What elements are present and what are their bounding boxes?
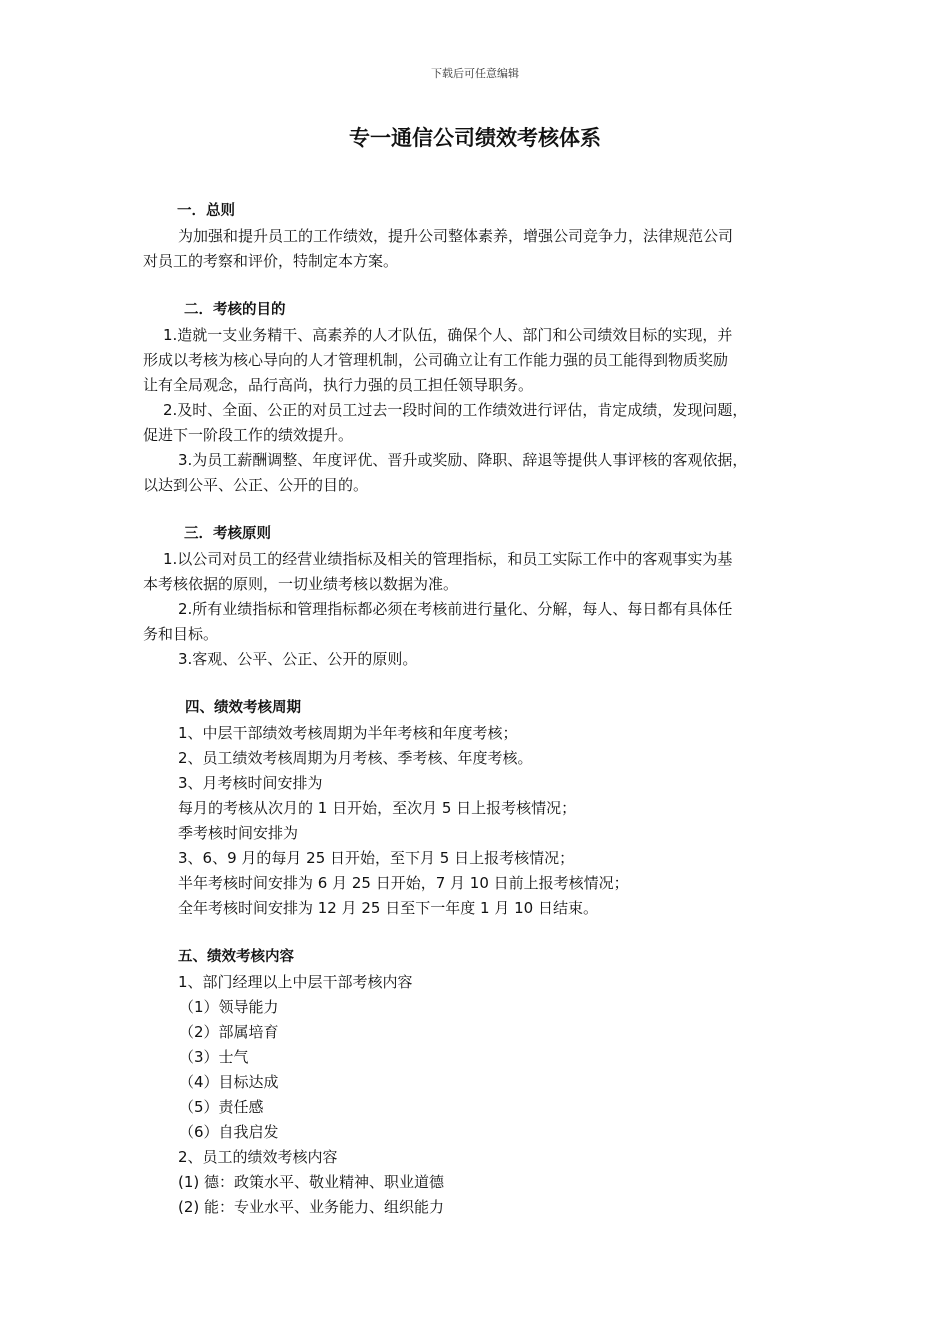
section-heading: 三．考核原则: [184, 526, 271, 542]
paragraph-line: 1.以公司对员工的经营业绩指标及相关的管理指标，和员工实际工作中的客观事实为基: [163, 550, 733, 568]
list-item: （1）领导能力: [179, 998, 279, 1016]
paragraph-line: 1、中层干部绩效考核周期为半年考核和年度考核；: [178, 724, 518, 742]
list-item: （6）自我启发: [179, 1123, 279, 1141]
paragraph-line: 2、员工的绩效考核内容: [178, 1148, 338, 1166]
paragraph-line: 1.造就一支业务精干、高素养的人才队伍，确保个人、部门和公司绩效目标的实现，并: [163, 326, 733, 344]
paragraph-line: 3.为员工薪酬调整、年度评优、晋升或奖励、降职、辞退等提供人事评核的客观依据，: [178, 451, 748, 469]
paragraph-line: 3.客观、公平、公正、公开的原则。: [178, 650, 418, 668]
section-heading: 一．总则: [177, 203, 235, 219]
paragraph-line: 促进下一阶段工作的绩效提升。: [143, 426, 354, 444]
section-general: [143, 199, 833, 274]
list-item: (2) 能：专业水平、业务能力、组织能力: [178, 1198, 445, 1216]
paragraph-line: 1、部门经理以上中层干部考核内容: [178, 973, 413, 991]
paragraph-line: 2、员工绩效考核周期为月考核、季考核、年度考核。: [178, 749, 533, 767]
paragraph-line: 为加强和提升员工的工作绩效，提升公司整体素养，增强公司竞争力，法律规范公司: [178, 227, 734, 245]
paragraph-line: 每月的考核从次月的 1 日开始，至次月 5 日上报考核情况；: [178, 799, 577, 817]
paragraph-line: 3、月考核时间安排为: [178, 774, 323, 792]
paragraph-line: 务和目标。: [143, 625, 219, 643]
paragraph-line: 形成以考核为核心导向的人才管理机制，公司确立让有工作能力强的员工能得到物质奖励: [143, 351, 729, 369]
section-heading: 四、绩效考核周期: [185, 700, 301, 716]
section-content: [143, 945, 833, 1220]
paragraph-line: 3、6、9 月的每月 25 日开始，至下月 5 日上报考核情况；: [178, 849, 575, 867]
paragraph-line: 半年考核时间安排为 6 月 25 日开始，7 月 10 日前上报考核情况；: [178, 874, 629, 892]
paragraph-line: 全年考核时间安排为 12 月 25 日至下一年度 1 月 10 日结束。: [178, 899, 598, 917]
list-item: （5）责任感: [179, 1098, 264, 1116]
section-purpose: [143, 298, 833, 498]
document-title: 专一通信公司绩效考核体系: [349, 126, 601, 150]
section-heading: 二．考核的目的: [184, 302, 286, 318]
section-cycle: [143, 696, 833, 921]
paragraph-line: 本考核依据的原则，一切业绩考核以数据为准。: [143, 575, 459, 593]
paragraph-line: 让有全局观念，品行高尚，执行力强的员工担任领导职务。: [143, 376, 534, 394]
paragraph-line: 季考核时间安排为: [178, 824, 299, 842]
list-item: （3）士气: [179, 1048, 249, 1066]
paragraph-line: 2.所有业绩指标和管理指标都必须在考核前进行量化、分解，每人、每日都有具体任: [178, 600, 733, 618]
section-heading: 五、绩效考核内容: [178, 949, 294, 965]
list-item: (1) 德：政策水平、敬业精神、职业道德: [178, 1173, 445, 1191]
paragraph-line: 2.及时、全面、公正的对员工过去一段时间的工作绩效进行评估，肯定成绩，发现问题，: [163, 401, 748, 419]
page-header-note: 下载后可任意编辑: [431, 67, 519, 80]
paragraph-line: 以达到公平、公正、公开的目的。: [143, 476, 369, 494]
section-principles: [143, 522, 833, 672]
list-item: （2）部属培育: [179, 1023, 279, 1041]
list-item: （4）目标达成: [179, 1073, 279, 1091]
paragraph-line: 对员工的考察和评价，特制定本方案。: [143, 252, 399, 270]
